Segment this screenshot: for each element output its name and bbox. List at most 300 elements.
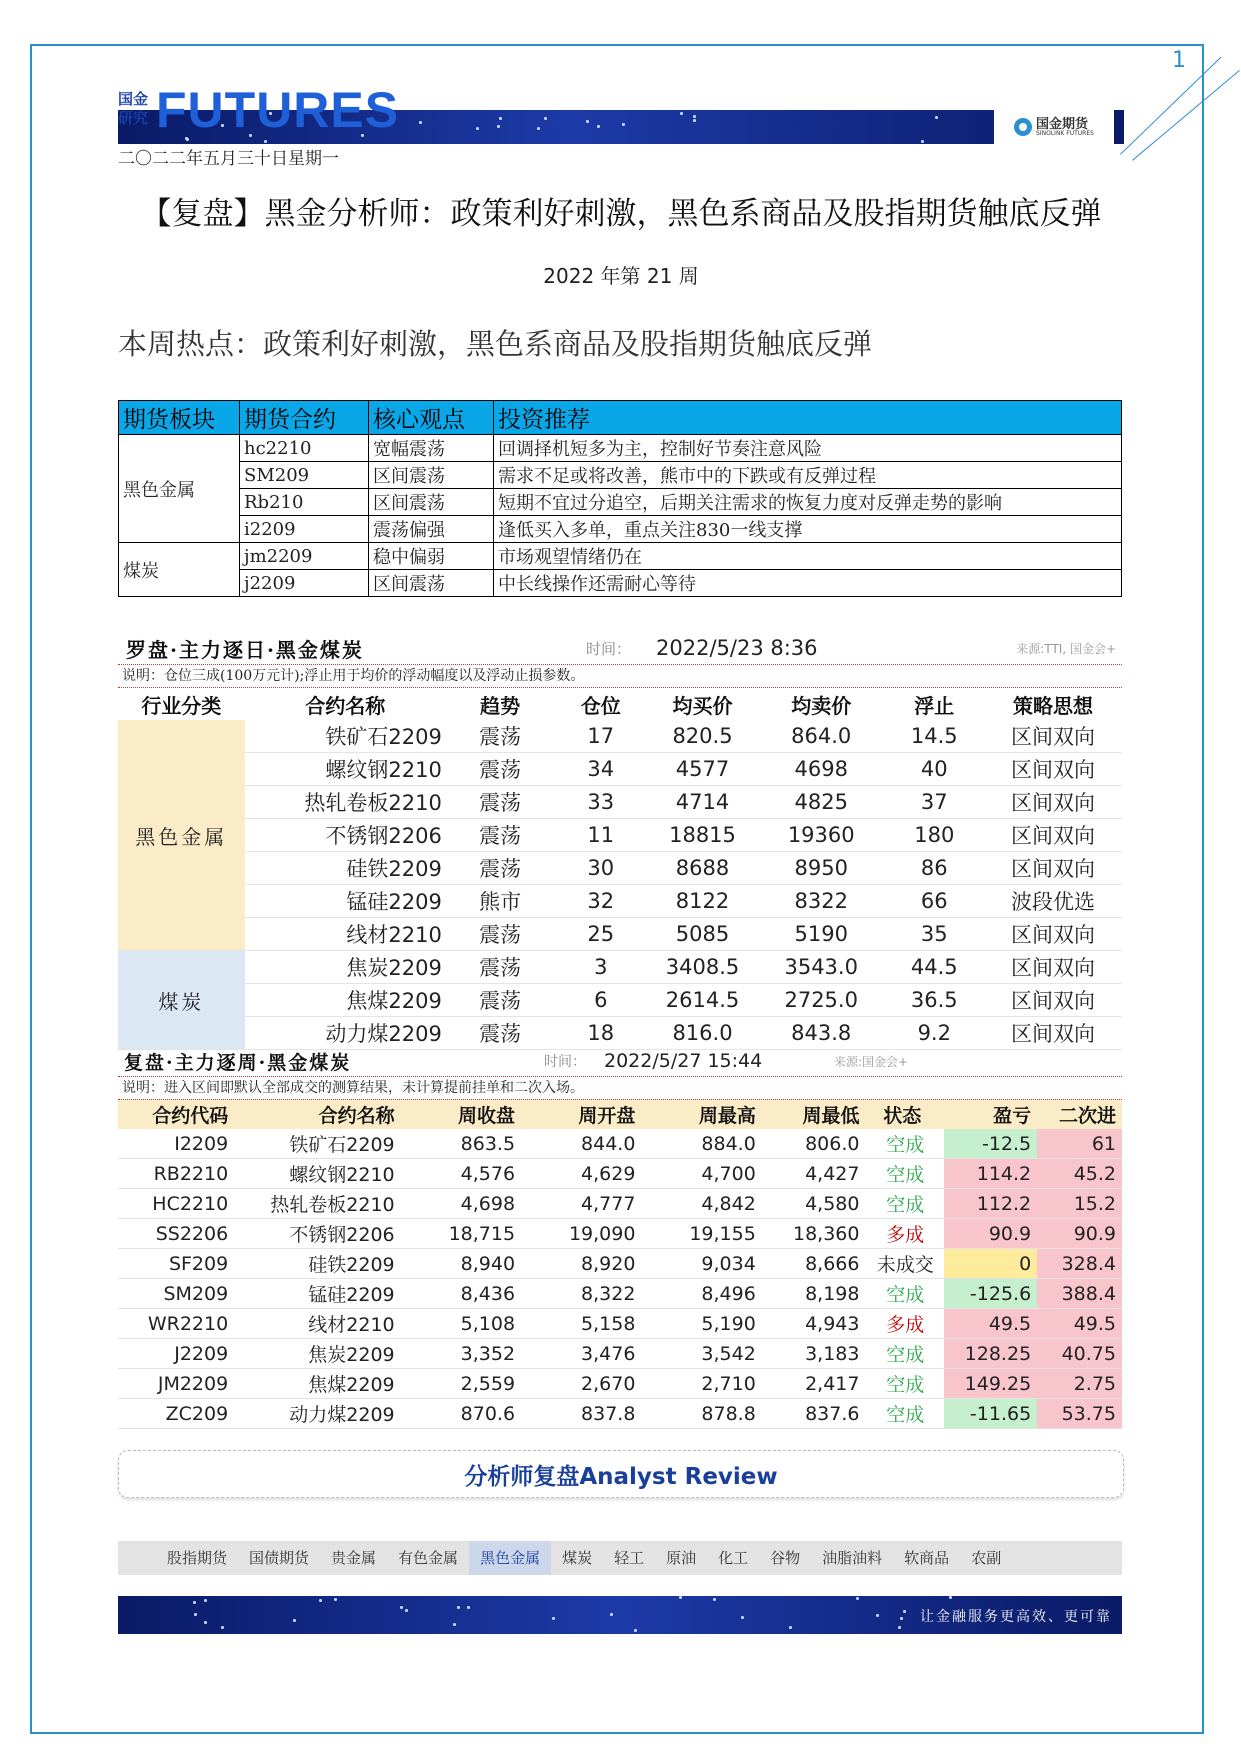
page-number: 1 [1172,48,1186,73]
compass-table [118,688,1122,1050]
star-dot [903,1610,906,1613]
weekly-title: 复盘·主力逐周·黑金煤炭 [124,1051,352,1074]
nav-item[interactable]: 黑色金属 [469,1541,551,1575]
contract-name-cell: 不锈钢2206 [245,819,446,852]
star-dot [204,1599,207,1602]
status-cell: 空成 [865,1189,944,1219]
nav-item[interactable]: 轻工 [614,1549,645,1567]
header-cell: 浮止 [885,688,984,720]
open-cell: 844.0 [521,1129,641,1159]
logo-en: SINOLINK FUTURES [1036,129,1094,137]
code-cell: HC2210 [118,1189,234,1219]
profit-loss-cell: 90.9 [944,1219,1037,1249]
status-cell: 未成交 [865,1249,944,1279]
second-entry-cell: 61 [1037,1129,1122,1159]
avg-sell-cell: 843.8 [758,1017,885,1050]
header-cell: 期货合约 [240,401,369,435]
header-cell: 投资推荐 [494,401,1122,435]
compass-daily-panel [118,632,1122,1050]
table-row [118,1369,1122,1399]
time-label: 时间： [544,1054,586,1070]
date-line: 二〇二二年五月三十日星期一 [118,149,339,169]
high-cell: 3,542 [641,1339,761,1369]
time-label: 时间： [586,639,632,658]
contract-name-cell: 焦煤2209 [245,984,446,1017]
table-row [118,1219,1122,1249]
high-cell: 4,842 [641,1189,761,1219]
table-row [118,1249,1122,1279]
second-entry-cell: 49.5 [1037,1309,1122,1339]
star-dot [186,138,189,141]
open-cell: 4,629 [521,1159,641,1189]
advice-cell: 需求不足或将改善，熊市中的下跌或有反弹过程 [494,462,1122,489]
high-cell: 19,155 [641,1219,761,1249]
position-cell: 6 [554,984,647,1017]
high-cell: 4,700 [641,1159,761,1189]
high-cell: 8,496 [641,1279,761,1309]
strategy-cell: 区间双向 [984,753,1122,786]
avg-sell-cell: 3543.0 [758,951,885,984]
strategy-cell: 区间双向 [984,1017,1122,1050]
table-row [118,951,1122,984]
table-row [118,786,1122,819]
trend-cell: 震荡 [446,720,555,753]
brand-small [118,90,148,128]
star-dot [499,117,502,120]
second-entry-cell: 45.2 [1037,1159,1122,1189]
view-cell: 区间震荡 [369,489,494,516]
sector-cell: 黑色金属 [119,435,240,543]
low-cell: 4,580 [762,1189,866,1219]
position-cell: 11 [554,819,647,852]
star-dot [693,119,696,122]
nav-item[interactable]: 煤炭 [562,1549,593,1567]
contract-name-cell: 硅铁2209 [245,852,446,885]
strategy-cell: 区间双向 [984,852,1122,885]
close-cell: 5,108 [401,1309,521,1339]
compass-source: 来源:TTI, 国金会+ [1016,641,1116,656]
company-logo [994,110,1114,144]
second-entry-cell: 15.2 [1037,1189,1122,1219]
trend-cell: 震荡 [446,918,555,951]
status-cell: 多成 [865,1309,944,1339]
contract-cell: SM209 [240,462,369,489]
avg-buy-cell: 2614.5 [647,984,758,1017]
float-stop-cell: 9.2 [885,1017,984,1050]
star-dot [400,1606,403,1609]
table-row [118,1309,1122,1339]
table-row [119,462,1122,489]
brand-futures: FUTURES [156,82,400,138]
profit-loss-cell: 114.2 [944,1159,1037,1189]
low-cell: 837.6 [762,1399,866,1429]
low-cell: 2,417 [762,1369,866,1399]
avg-sell-cell: 2725.0 [758,984,885,1017]
page-title: 【复盘】黑金分析师：政策利好刺激，黑色系商品及股指期货触底反弹 [140,196,1102,232]
category-nav [118,1541,1122,1575]
hot-topic: 本周热点：政策利好刺激，黑色系商品及股指期货触底反弹 [118,327,873,361]
trend-cell: 震荡 [446,984,555,1017]
profit-loss-cell: 0 [944,1249,1037,1279]
header-cell: 策略思想 [984,688,1122,720]
table-row [119,516,1122,543]
star-dot [741,1616,744,1619]
star-dot [921,140,924,143]
table-row [118,984,1122,1017]
star-dot [610,1613,613,1616]
position-cell: 34 [554,753,647,786]
avg-buy-cell: 820.5 [647,720,758,753]
table-row [118,753,1122,786]
star-dot [453,1623,456,1626]
compass-title: 罗盘·主力逐日·黑金煤炭 [126,637,364,662]
star-dot [544,117,547,120]
header-cell: 周最高 [641,1100,761,1129]
advice-cell: 逢低买入多单，重点关注830一线支撑 [494,516,1122,543]
status-cell: 空成 [865,1129,944,1159]
profit-loss-cell: 149.25 [944,1369,1037,1399]
star-dot [497,125,500,128]
view-cell: 宽幅震荡 [369,435,494,462]
header-cell: 合约代码 [118,1100,234,1129]
status-cell: 空成 [865,1399,944,1429]
star-dot [622,123,625,126]
star-dot [193,1601,196,1604]
star-dot [949,1596,952,1599]
status-cell: 空成 [865,1339,944,1369]
star-dot [586,120,589,123]
contract-name-cell: 热轧卷板2210 [245,786,446,819]
code-cell: I2209 [118,1129,234,1159]
strategy-cell: 区间双向 [984,984,1122,1017]
float-stop-cell: 36.5 [885,984,984,1017]
avg-sell-cell: 19360 [758,819,885,852]
footer-slogan: 让金融服务更高效、更可靠 [920,1609,1112,1625]
table-row [118,1159,1122,1189]
advice-cell: 回调择机短多为主，控制好节奏注意风险 [494,435,1122,462]
code-cell: RB2210 [118,1159,234,1189]
contract-cell: hc2210 [240,435,369,462]
low-cell: 8,198 [762,1279,866,1309]
close-cell: 3,352 [401,1339,521,1369]
name-cell: 锰硅2209 [234,1279,400,1309]
header-cell: 盈亏 [944,1100,1037,1129]
nav-item[interactable]: 有色金属 [398,1549,459,1567]
header-cell: 周收盘 [401,1100,521,1129]
float-stop-cell: 35 [885,918,984,951]
low-cell: 8,666 [762,1249,866,1279]
contract-name-cell: 焦炭2209 [245,951,446,984]
table-row [119,435,1122,462]
low-cell: 4,427 [762,1159,866,1189]
advice-cell: 中长线操作还需耐心等待 [494,570,1122,597]
profit-loss-cell: -125.6 [944,1279,1037,1309]
position-cell: 25 [554,918,647,951]
table-row [118,720,1122,753]
star-dot [419,121,422,124]
high-cell: 9,034 [641,1249,761,1279]
avg-sell-cell: 864.0 [758,720,885,753]
weekly-review-panel [118,1046,1122,1429]
analyst-review-button[interactable]: 分析师复盘Analyst Review [118,1450,1124,1498]
table-row [118,819,1122,852]
header-cell: 合约名称 [245,688,446,720]
code-cell: ZC209 [118,1399,234,1429]
weekly-note: 说明：进入区间即默认全部成交的测算结果，未计算提前挂单和二次入场。 [118,1077,1122,1100]
float-stop-cell: 40 [885,753,984,786]
header-cell: 合约名称 [234,1100,400,1129]
weekly-time: 2022/5/27 15:44 [604,1050,763,1072]
close-cell: 4,698 [401,1189,521,1219]
footer-banner [118,1596,1122,1634]
star-dot [537,127,540,130]
star-dot [221,1626,224,1629]
second-entry-cell: 90.9 [1037,1219,1122,1249]
code-cell: SS2206 [118,1219,234,1249]
status-cell: 空成 [865,1369,944,1399]
header-cell: 均买价 [647,688,758,720]
star-dot [405,1609,408,1612]
strategy-cell: 区间双向 [984,918,1122,951]
profit-loss-cell: 49.5 [944,1309,1037,1339]
table-row [118,852,1122,885]
nav-item[interactable]: 软商品 [904,1549,950,1567]
open-cell: 837.8 [521,1399,641,1429]
star-dot [293,1619,296,1622]
close-cell: 8,436 [401,1279,521,1309]
avg-sell-cell: 4825 [758,786,885,819]
star-dot [680,112,683,115]
star-dot [457,1606,460,1609]
low-cell: 806.0 [762,1129,866,1159]
high-cell: 2,710 [641,1369,761,1399]
logo-cn: 国金期货 [1036,116,1089,132]
star-dot [476,127,479,130]
star-dot [204,1621,207,1624]
star-dot [334,1598,337,1601]
nav-item[interactable]: 股指期货 [167,1549,228,1567]
close-cell: 8,940 [401,1249,521,1279]
view-cell: 震荡偏强 [369,516,494,543]
close-cell: 4,576 [401,1159,521,1189]
avg-buy-cell: 8688 [647,852,758,885]
trend-cell: 震荡 [446,852,555,885]
float-stop-cell: 44.5 [885,951,984,984]
name-cell: 线材2210 [234,1309,400,1339]
star-dot [856,1597,859,1600]
position-cell: 18 [554,1017,647,1050]
advice-cell: 短期不宜过分追空，后期关注需求的恢复力度对反弹走势的影响 [494,489,1122,516]
avg-buy-cell: 18815 [647,819,758,852]
star-dot [876,1614,879,1617]
advice-cell: 市场观望情绪仍在 [494,543,1122,570]
contract-cell: jm2209 [240,543,369,570]
code-cell: WR2210 [118,1309,234,1339]
sector-cell: 黑色金属 [118,720,245,951]
avg-sell-cell: 4698 [758,753,885,786]
contract-cell: i2209 [240,516,369,543]
trend-cell: 震荡 [446,951,555,984]
star-dot [597,125,600,128]
code-cell: SM209 [118,1279,234,1309]
name-cell: 螺纹钢2210 [234,1159,400,1189]
open-cell: 8,920 [521,1249,641,1279]
strategy-cell: 区间双向 [984,951,1122,984]
compass-time: 2022/5/23 8:36 [656,636,818,660]
name-cell: 动力煤2209 [234,1399,400,1429]
header-cell: 行业分类 [118,688,245,720]
name-cell: 不锈钢2206 [234,1219,400,1249]
second-entry-cell: 53.75 [1037,1399,1122,1429]
table-row [118,1129,1122,1159]
view-cell: 区间震荡 [369,570,494,597]
name-cell: 硅铁2209 [234,1249,400,1279]
avg-buy-cell: 816.0 [647,1017,758,1050]
nav-item[interactable]: 油脂油料 [822,1549,883,1567]
star-dot [194,1613,197,1616]
position-cell: 32 [554,885,647,918]
nav-item[interactable]: 农副 [971,1549,1002,1567]
star-dot [713,1598,716,1601]
table-row [118,1189,1122,1219]
weekly-table [118,1100,1122,1429]
strategy-cell: 波段优选 [984,885,1122,918]
header-cell: 二次进 [1037,1100,1122,1129]
star-dot [679,1596,682,1599]
name-cell: 焦煤2209 [234,1369,400,1399]
code-cell: J2209 [118,1339,234,1369]
float-stop-cell: 86 [885,852,984,885]
position-cell: 30 [554,852,647,885]
high-cell: 878.8 [641,1399,761,1429]
code-cell: SF209 [118,1249,234,1279]
open-cell: 3,476 [521,1339,641,1369]
sector-cell: 煤炭 [118,951,245,1050]
name-cell: 铁矿石2209 [234,1129,400,1159]
header-cell: 周最低 [762,1100,866,1129]
second-entry-cell: 40.75 [1037,1339,1122,1369]
table-row [119,543,1122,570]
header-cell: 状态 [865,1100,944,1129]
float-stop-cell: 66 [885,885,984,918]
position-cell: 33 [554,786,647,819]
profit-loss-cell: 112.2 [944,1189,1037,1219]
nav-item[interactable]: 谷物 [770,1549,801,1567]
weekly-source: 来源:国金会+ [834,1054,909,1069]
table-row [118,1399,1122,1429]
trend-cell: 震荡 [446,753,555,786]
float-stop-cell: 37 [885,786,984,819]
star-dot [900,1617,903,1620]
table-row [119,570,1122,597]
avg-buy-cell: 4714 [647,786,758,819]
sector-cell: 煤炭 [119,543,240,597]
star-dot [693,115,696,118]
table-row [118,1279,1122,1309]
contract-cell: j2209 [240,570,369,597]
strategy-cell: 区间双向 [984,819,1122,852]
low-cell: 4,943 [762,1309,866,1339]
profit-loss-cell: -12.5 [944,1129,1037,1159]
profit-loss-cell: -11.65 [944,1399,1037,1429]
trend-cell: 震荡 [446,786,555,819]
star-dot [789,1626,792,1629]
avg-buy-cell: 4577 [647,753,758,786]
trend-cell: 震荡 [446,1017,555,1050]
contract-name-cell: 锰硅2209 [245,885,446,918]
second-entry-cell: 2.75 [1037,1369,1122,1399]
open-cell: 2,670 [521,1369,641,1399]
high-cell: 884.0 [641,1129,761,1159]
high-cell: 5,190 [641,1309,761,1339]
recommendation-table [118,400,1122,597]
star-dot [264,140,267,143]
table-row [118,1017,1122,1050]
position-cell: 17 [554,720,647,753]
nav-item[interactable]: 原油 [666,1549,697,1567]
header-cell: 均卖价 [758,688,885,720]
low-cell: 3,183 [762,1339,866,1369]
header-cell: 仓位 [554,688,647,720]
float-stop-cell: 14.5 [885,720,984,753]
trend-cell: 熊市 [446,885,555,918]
avg-sell-cell: 8950 [758,852,885,885]
strategy-cell: 区间双向 [984,720,1122,753]
avg-sell-cell: 5190 [758,918,885,951]
name-cell: 热轧卷板2210 [234,1189,400,1219]
table-row [118,885,1122,918]
logo-icon [1014,118,1032,136]
nav-item[interactable]: 贵金属 [331,1549,377,1567]
close-cell: 870.6 [401,1399,521,1429]
open-cell: 8,322 [521,1279,641,1309]
star-dot [552,1617,555,1620]
float-stop-cell: 180 [885,819,984,852]
star-dot [467,1606,470,1609]
code-cell: JM2209 [118,1369,234,1399]
low-cell: 18,360 [762,1219,866,1249]
open-cell: 19,090 [521,1219,641,1249]
header-cell: 期货板块 [119,401,240,435]
status-cell: 多成 [865,1219,944,1249]
star-dot [935,116,938,119]
table-row [118,1339,1122,1369]
name-cell: 焦炭2209 [234,1339,400,1369]
position-cell: 3 [554,951,647,984]
close-cell: 18,715 [401,1219,521,1249]
view-cell: 稳中偏弱 [369,543,494,570]
trend-cell: 震荡 [446,819,555,852]
header-cell: 周开盘 [521,1100,641,1129]
star-dot [898,1626,901,1629]
avg-buy-cell: 5085 [647,918,758,951]
nav-item[interactable]: 国债期货 [249,1549,310,1567]
avg-buy-cell: 8122 [647,885,758,918]
star-dot [319,1599,322,1602]
week-label: 2022 年第 21 周 [543,264,699,288]
avg-sell-cell: 8322 [758,885,885,918]
brand-small-line2: 研究 [118,109,149,127]
close-cell: 863.5 [401,1129,521,1159]
brand-small-line1: 国金 [118,90,149,108]
contract-name-cell: 动力煤2209 [245,1017,446,1050]
avg-buy-cell: 3408.5 [647,951,758,984]
table-row [119,489,1122,516]
status-cell: 空成 [865,1159,944,1189]
open-cell: 5,158 [521,1309,641,1339]
star-dot [634,1629,637,1632]
nav-item[interactable]: 化工 [718,1549,749,1567]
